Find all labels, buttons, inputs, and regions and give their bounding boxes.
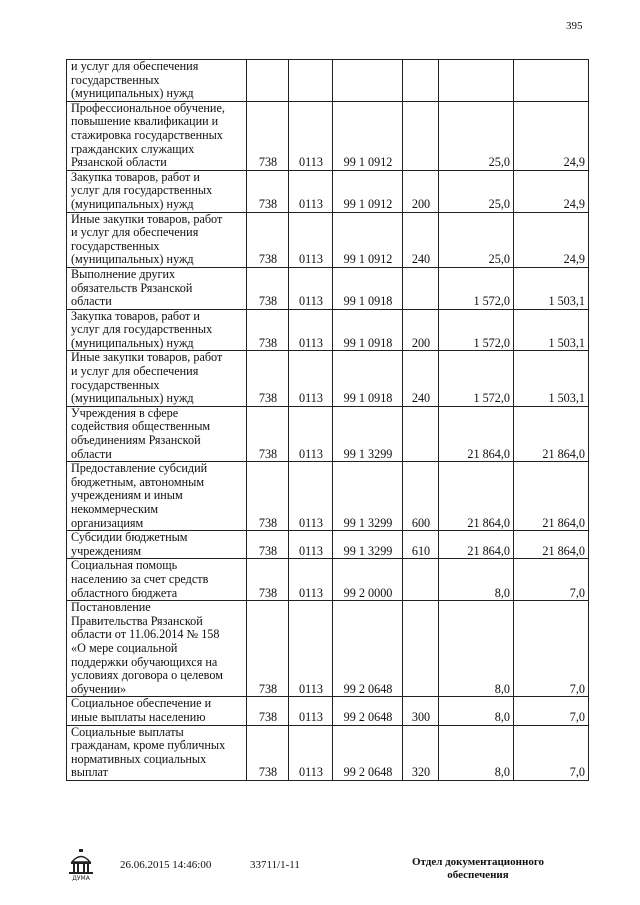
table-row <box>67 101 589 170</box>
cell-type <box>403 101 439 170</box>
cell-type: 200 <box>403 170 439 212</box>
cell-section: 0113 <box>289 559 333 601</box>
cell-plan: 8,0 <box>439 559 514 601</box>
cell-name: Учреждения в сфере содействия общественным объединениям Рязанской области <box>67 406 247 461</box>
cell-plan: 25,0 <box>439 170 514 212</box>
cell-ministry: 738 <box>247 559 289 601</box>
cell-plan: 8,0 <box>439 697 514 725</box>
cell-name: Социальная помощь населению за счет средств областного бюджета <box>67 559 247 601</box>
cell-name: Предоставление субсидий бюджетным, автономным учреждениям и иным некоммерческим организациям <box>67 462 247 531</box>
cell-plan: 21 864,0 <box>439 462 514 531</box>
cell-name: Иные закупки товаров, работ и услуг для обеспечения государственных (муниципальных) нужд <box>67 212 247 267</box>
table-row <box>67 267 589 309</box>
footer-department: Отдел документационного обеспечения <box>411 856 545 881</box>
table-row <box>67 531 589 559</box>
cell-name: Постановление Правительства Рязанской области от 11.06.2014 № 158 «О мере социальной поддержки обучающихся на условиях договора о целевом обучении» <box>67 601 247 697</box>
cell-ministry: 738 <box>247 212 289 267</box>
budget-table <box>66 59 589 781</box>
cell-ministry: 738 <box>247 101 289 170</box>
cell-type: 240 <box>403 351 439 406</box>
table-row <box>67 559 589 601</box>
cell-target <box>333 60 403 102</box>
cell-plan: 1 572,0 <box>439 351 514 406</box>
cell-ministry: 738 <box>247 462 289 531</box>
cell-target: 99 1 0918 <box>333 309 403 351</box>
cell-section: 0113 <box>289 601 333 697</box>
cell-ministry: 738 <box>247 309 289 351</box>
cell-plan: 21 864,0 <box>439 531 514 559</box>
cell-target: 99 1 0912 <box>333 212 403 267</box>
cell-section: 0113 <box>289 697 333 725</box>
cell-section: 0113 <box>289 267 333 309</box>
cell-section: 0113 <box>289 309 333 351</box>
cell-actual: 1 503,1 <box>514 309 589 351</box>
cell-plan: 25,0 <box>439 212 514 267</box>
table-body <box>67 60 589 781</box>
cell-actual: 21 864,0 <box>514 462 589 531</box>
cell-type: 600 <box>403 462 439 531</box>
cell-name: Иные закупки товаров, работ и услуг для обеспечения государственных (муниципальных) нужд <box>67 351 247 406</box>
cell-type: 300 <box>403 697 439 725</box>
cell-section: 0113 <box>289 212 333 267</box>
cell-type <box>403 267 439 309</box>
cell-ministry: 738 <box>247 267 289 309</box>
cell-actual: 24,9 <box>514 101 589 170</box>
cell-name: Социальные выплаты гражданам, кроме публичных нормативных социальных выплат <box>67 725 247 780</box>
cell-section: 0113 <box>289 170 333 212</box>
cell-type: 240 <box>403 212 439 267</box>
cell-ministry: 738 <box>247 406 289 461</box>
table-row <box>67 60 589 102</box>
cell-section: 0113 <box>289 101 333 170</box>
table-row <box>67 212 589 267</box>
cell-plan: 25,0 <box>439 101 514 170</box>
cell-name: Профессиональное обучение, повышение квалификации и стажировка государственных гражданских служащих Рязанской области <box>67 101 247 170</box>
cell-actual: 1 503,1 <box>514 351 589 406</box>
table-row <box>67 406 589 461</box>
table-row <box>67 601 589 697</box>
cell-target: 99 1 3299 <box>333 406 403 461</box>
cell-ministry: 738 <box>247 170 289 212</box>
cell-name: Закупка товаров, работ и услуг для государственных (муниципальных) нужд <box>67 309 247 351</box>
cell-actual <box>514 60 589 102</box>
cell-target: 99 1 0912 <box>333 101 403 170</box>
cell-plan: 8,0 <box>439 725 514 780</box>
cell-ministry: 738 <box>247 351 289 406</box>
cell-actual: 24,9 <box>514 170 589 212</box>
cell-section: 0113 <box>289 406 333 461</box>
cell-section: 0113 <box>289 725 333 780</box>
cell-target: 99 2 0648 <box>333 725 403 780</box>
footer-doc-code: 33711/1-11 <box>250 859 300 871</box>
cell-section: 0113 <box>289 531 333 559</box>
cell-type <box>403 559 439 601</box>
cell-type: 200 <box>403 309 439 351</box>
cell-target: 99 2 0000 <box>333 559 403 601</box>
cell-actual: 21 864,0 <box>514 406 589 461</box>
cell-actual: 7,0 <box>514 725 589 780</box>
table-row <box>67 170 589 212</box>
cell-section: 0113 <box>289 351 333 406</box>
table-row <box>67 351 589 406</box>
cell-type: 320 <box>403 725 439 780</box>
cell-name: Субсидии бюджетным учреждениям <box>67 531 247 559</box>
cell-target: 99 1 0912 <box>333 170 403 212</box>
cell-name: Закупка товаров, работ и услуг для государственных (муниципальных) нужд <box>67 170 247 212</box>
cell-ministry: 738 <box>247 601 289 697</box>
cell-actual: 7,0 <box>514 559 589 601</box>
table-row <box>67 697 589 725</box>
cell-target: 99 1 0918 <box>333 351 403 406</box>
cell-plan <box>439 60 514 102</box>
cell-target: 99 2 0648 <box>333 601 403 697</box>
cell-name: Социальное обеспечение и иные выплаты населению <box>67 697 247 725</box>
cell-target: 99 2 0648 <box>333 697 403 725</box>
cell-type <box>403 601 439 697</box>
duma-logo-icon <box>66 848 96 882</box>
cell-plan: 1 572,0 <box>439 267 514 309</box>
cell-name: и услуг для обеспечения государственных (муниципальных) нужд <box>67 60 247 102</box>
cell-target: 99 1 3299 <box>333 462 403 531</box>
cell-target: 99 1 0918 <box>333 267 403 309</box>
cell-ministry <box>247 60 289 102</box>
cell-type: 610 <box>403 531 439 559</box>
cell-type <box>403 60 439 102</box>
logo-text: ДУМА <box>72 875 90 882</box>
cell-target: 99 1 3299 <box>333 531 403 559</box>
cell-type <box>403 406 439 461</box>
cell-ministry: 738 <box>247 697 289 725</box>
cell-ministry: 738 <box>247 725 289 780</box>
table-row <box>67 462 589 531</box>
cell-actual: 7,0 <box>514 697 589 725</box>
cell-name: Выполнение других обязательств Рязанской области <box>67 267 247 309</box>
cell-ministry: 738 <box>247 531 289 559</box>
footer-datetime: 26.06.2015 14:46:00 <box>120 859 212 871</box>
cell-plan: 1 572,0 <box>439 309 514 351</box>
cell-section <box>289 60 333 102</box>
page-number: 395 <box>566 20 583 32</box>
table-row <box>67 309 589 351</box>
cell-actual: 24,9 <box>514 212 589 267</box>
cell-actual: 21 864,0 <box>514 531 589 559</box>
cell-section: 0113 <box>289 462 333 531</box>
cell-plan: 21 864,0 <box>439 406 514 461</box>
cell-plan: 8,0 <box>439 601 514 697</box>
cell-actual: 1 503,1 <box>514 267 589 309</box>
table-row <box>67 725 589 780</box>
cell-actual: 7,0 <box>514 601 589 697</box>
